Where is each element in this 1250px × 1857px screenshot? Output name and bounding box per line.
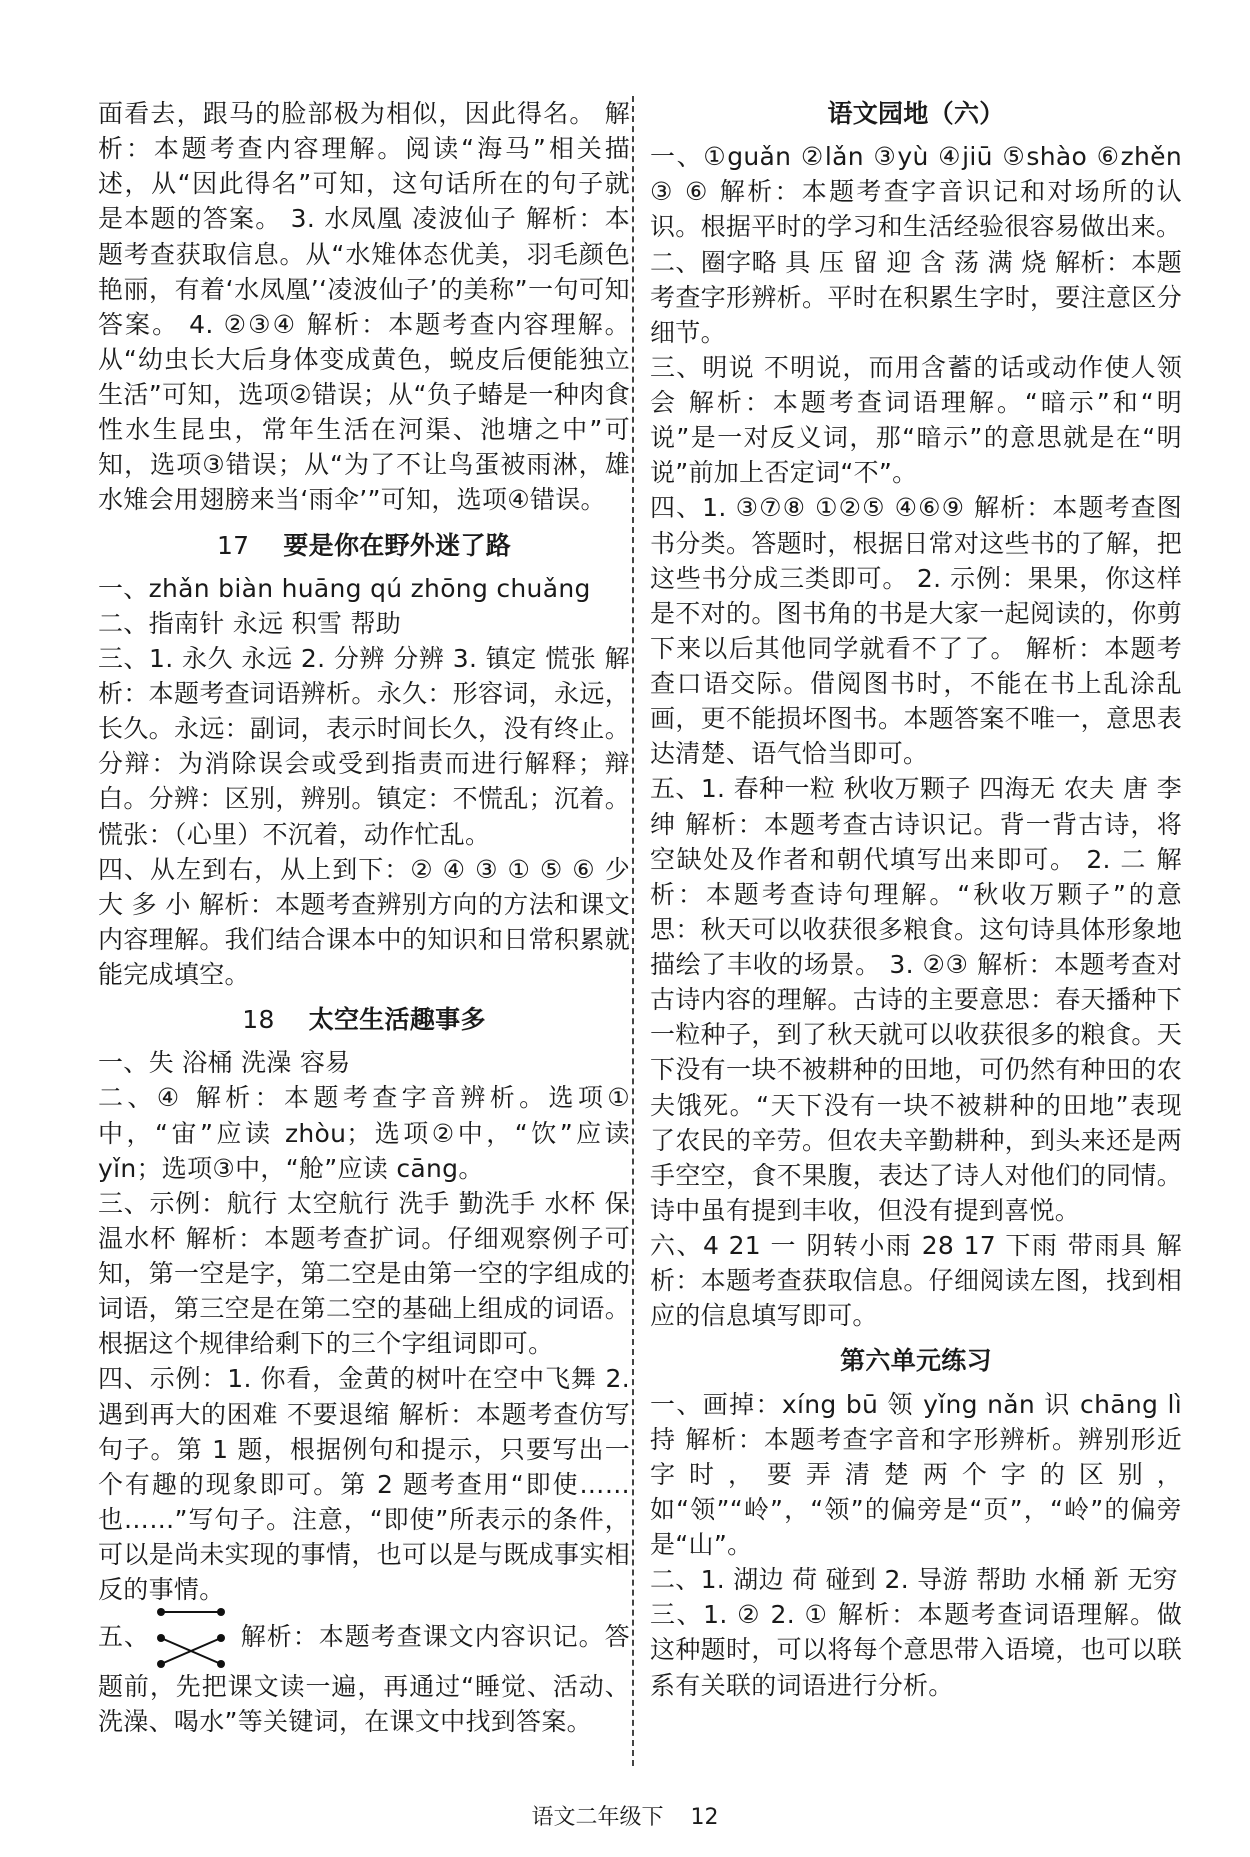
unit6-q2: 二、1. 湖边 荷 碰到 2. 导游 帮助 水桶 新 无穷 [650,1565,1178,1595]
page-number: 12 [690,1805,719,1830]
column-divider [632,96,634,1766]
garden-q2: 二、圈字略 具 压 留 迎 含 荡 满 烧 解析：本题考查字形辨析。平时在积累生字时，要注意区分细节。 [650,247,1182,347]
section-17-heading [98,528,630,563]
garden-q1: 一、①guǎn ②lǎn ③yù ④jiū ⑤shào ⑥zhěn ③ ⑥ 解析：本题考查字音识记和对场所的认识。根据平时的学习和生活经验很容易做出来。 [650,142,1182,242]
garden-heading: 语文园地（六） [827,99,1005,128]
unit6-q3: 三、1. ② 2. ① 解析：本题考查词语理解。做这种题时，可以将每个意思带入语境，也可以联系有关联的词语进行分析。 [650,1600,1182,1700]
s17-q1: 一、zhǎn biàn huāng qú zhōng chuǎng [98,573,591,603]
garden-q3: 三、明说 不明说，而用含蓄的话或动作使人领会 解析：本题考查词语理解。“暗示”和“明说”是一对反义词，那“暗示”的意思就是在“明说”前加上否定词“不”。 [650,352,1182,488]
section-18-number: 18 [242,1005,275,1035]
left-column [98,96,630,1740]
s17-q4: 四、从左到右，从上到下：② ④ ③ ① ⑤ ⑥ 少 大 多 小 解析：本题考查辨别方向的方法和课文内容理解。我们结合课本中的知识和日常积累就能完成填空。 [98,854,630,989]
page-footer [0,1800,1250,1831]
section-18-heading [98,1002,630,1037]
s18-q2: 二、④ 解析：本题考查字音辨析。选项①中，“宙”应读 zhòu；选项②中，“饮”应读 yǐn；选项③中，“舱”应读 cāng。 [98,1083,630,1183]
unit6-q1: 一、画掉：xíng bū 领 yǐng nǎn 识 chāng lì 持 解析：本题考查字音和字形辨析。辨别形近字时，要弄清楚两个字的区别，如“领”“岭”，“领”的偏旁是“页”，“岭”的偏旁是“山”。 [650,1389,1182,1559]
right-column [650,96,1182,1703]
s17-q3: 三、1. 永久 永远 2. 分辨 分辨 3. 镇定 慌张 解析：本题考查词语辨析。永久：形容词，永远，长久。永远：副词，表示时间长久，没有终止。分辩：为消除误会或受到指责而进行解释；辩白。分辨：区别，辨别。镇定：不慌乱；沉着。慌张：（心里）不沉着，动作忙乱。 [98,643,630,849]
unit6-heading: 第六单元练习 [840,1346,992,1376]
section-18-title: 太空生活趣事多 [308,1005,486,1035]
garden-q4: 四、1. ③⑦⑧ ①②⑤ ④⑥⑨ 解析：本题考查图书分类。答题时，根据日常对这些书的了解，把这些书分成三类即可。 2. 示例：果果，你这样是不对的。图书角的书是大家一起阅读的，你剪下来以后其他同学就看不了了。 解析：本题考查口语交际。借阅图书时，不能在书上乱涂乱画，更不能损坏图书。本题答案不唯一，意思表达清楚、语气恰当即可。 [650,493,1182,769]
section-17-number: 17 [216,530,250,560]
s17-q2: 二、指南针 永远 积雪 帮助 [98,608,402,638]
garden-q5: 五、1. 春种一粒 秋收万颗子 四海无 农夫 唐 李绅 解析：本题考查古诗识记。背一背古诗，将空缺处及作者和朝代填写出来即可。 2. 二 解析：本题考查诗句理解。“秋收万颗子”的意思：秋天可以收获很多粮食。这句诗具体形象地描绘了丰收的场景。 3. ②③ 解析：本题考查对古诗内容的理解。古诗的主要意思：春天播种下一粒种子，到了秋天就可以收获很多的粮食。天下没有一块不被耕种的田地，可仍然有种田的农夫饿死。“天下没有一块不被耕种的田地”表现了农民的辛劳。但农夫辛勤耕种，到头来还是两手空空，食不果腹，表达了诗人对他们的同情。诗中虽有提到丰收，但没有提到喜悦。 [650,774,1182,1225]
garden-q6: 六、4 21 一 阴转小雨 28 17 下雨 带雨具 解析：本题考查获取信息。仔细阅读左图，找到相应的信息填写即可。 [650,1231,1182,1331]
intro-paragraph: 面看去，跟马的脸部极为相似，因此得名。 解析：本题考查内容理解。阅读“海马”相关描述，从“因此得名”可知，这句话所在的句子就是本题的答案。 3. 水凤凰 凌波仙子 解析：本题考查获取信息。从“水雉体态优美，羽毛颜色艳丽，有着‘水凤凰’‘凌波仙子’的美称”一句可知答案。 4. ②③④ 解析：本题考查内容理解。从“幼虫长大后身体变成黄色，蜕皮后便能独立生活”可知，选项②错误；从“负子蝽是一种肉食性水生昆虫，常年生活在河渠、池塘之中”可知，选项③错误；从“为了不让鸟蛋被雨淋，雄水雉会用翅膀来当‘雨伞’”可知，选项④错误。 [98,99,630,515]
footer-subject: 语文二年级下 [531,1805,664,1830]
s18-q1: 一、失 浴桶 洗澡 容易 [98,1048,351,1078]
s18-q5-label: 五、 [98,1622,150,1652]
matching-lines-diagram [156,1607,226,1669]
s18-q5-text: 解析：本题考查课文内容识记。答题前，先把课文读一遍，再通过“睡觉、活动、洗澡、喝水”等关键词，在课文中找到答案。 [98,1622,630,1737]
s18-q3: 三、示例：航行 太空航行 洗手 勤洗手 水杯 保温水杯 解析：本题考查扩词。仔细观察例子可知，第一空是字，第二空是由第一空的字组成的词语，第三空是在第二空的基础上组成的词语。根据这个规律给剩下的三个字组词即可。 [98,1188,630,1359]
s18-q4: 四、示例：1. 你看，金黄的树叶在空中飞舞 2. 遇到再大的困难 不要退缩 解析：本题考查仿写句子。第 1 题，根据例句和提示，只要写出一个有趣的现象即可。第 2 题考查用“即使……也……”写句子。注意，“即使”所表示的条件，可以是尚未实现的事情，也可以是与既成事实相反的事情。 [98,1364,630,1605]
section-17-title: 要是你在野外迷了路 [283,530,512,560]
s18-q5 [98,1607,630,1739]
